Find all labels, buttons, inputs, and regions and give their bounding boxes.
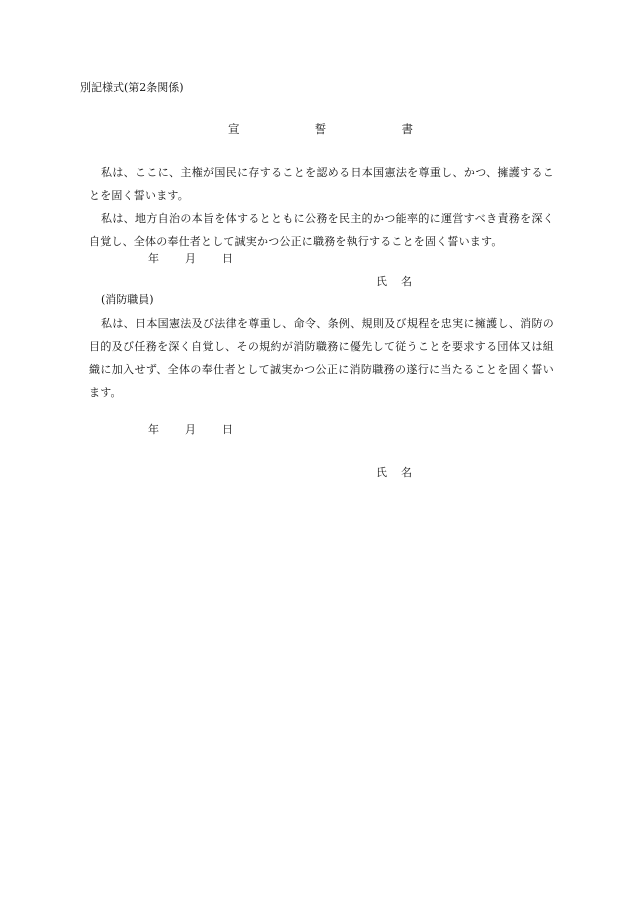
oath-paragraph-public-service: 私は、地方自治の本旨を体するとともに公務を民主的かつ能率的に運営すべき責務を深く自覚し、全体の奉仕者として誠実かつ公正に職務を執行することを固く誓います。 [89,212,554,248]
fire-staff-section-label: (消防職員) [101,293,154,306]
name-line-2 [376,467,412,478]
name-family-label: 氏 [376,466,387,479]
title-char-1: 宣 [228,122,240,136]
month-label: 月 [185,423,196,436]
name-given-label: 名 [401,466,412,479]
month-label: 月 [185,252,196,265]
oath-paragraph-fire-staff: 私は、日本国憲法及び法律を尊重し、命令、条例、規則及び規程を忠実に擁護し、消防の目的及び任務を深く自覚し、その規約が消防職務に優先して従うことを要求する団体又は組織に加入せず、全体の奉仕者として誠実かつ公正に消防職務の遂行に当たることを固く誓います。 [89,317,554,399]
date-line-2 [148,424,233,435]
header-note: 別記様式(第2条関係) [80,81,184,94]
title-char-3: 書 [401,122,413,136]
oath-paragraph-constitution: 私は、ここに、主権が国民に存することを認める日本国憲法を尊重し、かつ、擁護することを固く誓います。 [89,166,554,202]
name-family-label: 氏 [376,275,387,288]
name-line-1 [376,276,412,287]
document-title [228,124,413,136]
year-label: 年 [148,423,159,436]
day-label: 日 [222,423,233,436]
day-label: 日 [222,252,233,265]
name-given-label: 名 [401,275,412,288]
date-line-1 [148,253,233,264]
year-label: 年 [148,252,159,265]
title-char-2: 誓 [314,122,327,136]
